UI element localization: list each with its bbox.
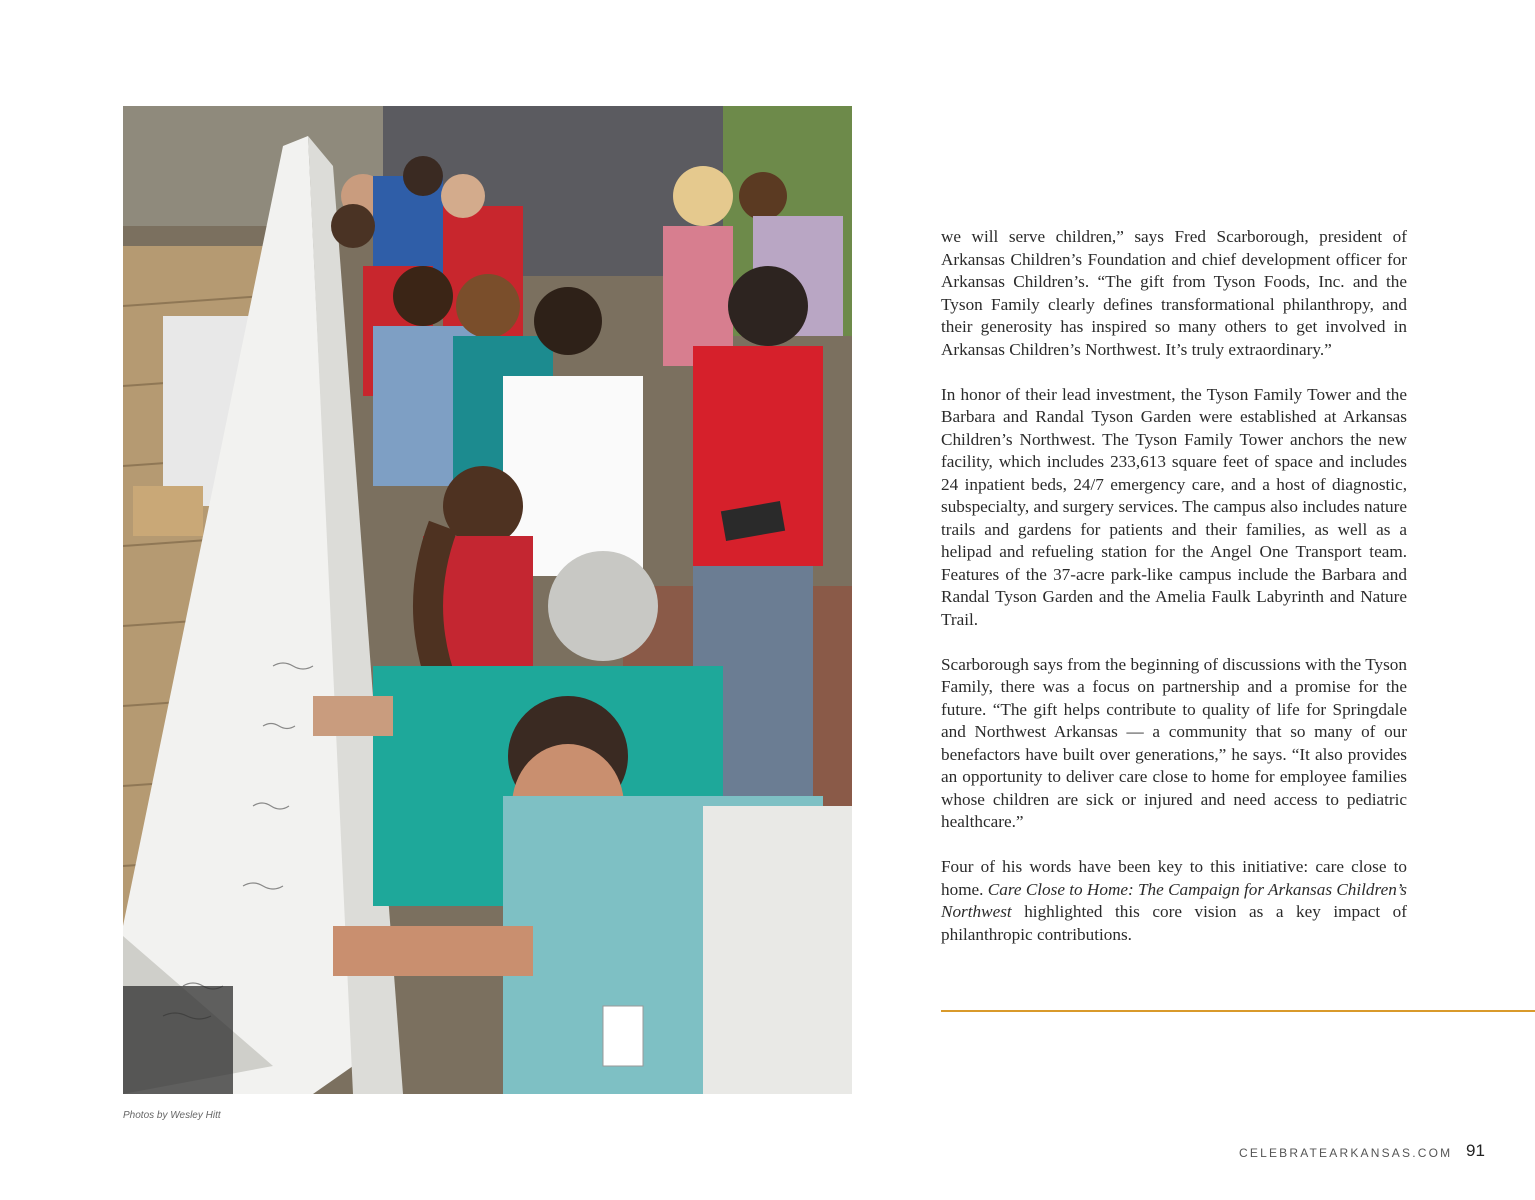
- photo-icon: [123, 106, 852, 1094]
- footer-site-name: CELEBRATEARKANSAS.COM: [1239, 1146, 1453, 1160]
- beam-signing-photo: [123, 106, 852, 1094]
- paragraph-4-start: Four of his words have been key to this initiative: care close to home.: [941, 857, 1407, 899]
- accent-rule: [941, 1010, 1535, 1012]
- photo-credit: Photos by Wesley Hitt: [123, 1110, 221, 1121]
- paragraph-3: Scarborough says from the beginning of discussions with the Tyson Family, there was a focus on partnership and a promise for the future. “The gift helps contribute to quality of life for Springdale and Northwest Arkansas — a community that so many of our benefactors have built over generations,” he says. “It also provides an opportunity to deliver care close to home for employee families whose children are sick or injured and need access to pediatric healthcare.”: [941, 654, 1407, 831]
- paragraph-4-end: highlighted this core vision as a key impact of philanthropic contributions.: [941, 902, 1407, 944]
- paragraph-2: In honor of their lead investment, the Tyson Family Tower and the Barbara and Randal Tyson Garden were established at Arkansas Children’s Northwest. The Tyson Family Tower anchors the new facility, which includes 233,613 square feet of space and includes 24 inpatient beds, 24/7 emergency care, and a host of diagnostic, subspecialty, and surgery services. The campus also includes nature trails and gardens for patients and their families, as well as a helipad and refueling station for the Angel One Transport team. Features of the 37-acre park-like campus include the Barbara and Randal Tyson Garden and the Amelia Faulk Labyrinth and Nature Trail.: [941, 384, 1407, 629]
- paragraph-4: [941, 856, 1407, 946]
- page-number: 91: [1466, 1141, 1485, 1160]
- campaign-title: Care Close to Home: The Campaign for Arkansas Children’s Northwest: [941, 879, 1407, 921]
- paragraph-1: we will serve children,” says Fred Scarborough, president of Arkansas Children’s Foundation and chief development officer for Arkansas Children’s. “The gift from Tyson Foods, Inc. and the Tyson Family clearly defines transformational philanthropy, and their generosity has inspired so many others to get involved in Arkansas Children’s Northwest. It’s truly extraordinary.”: [941, 227, 1407, 359]
- article-body: [941, 226, 1407, 969]
